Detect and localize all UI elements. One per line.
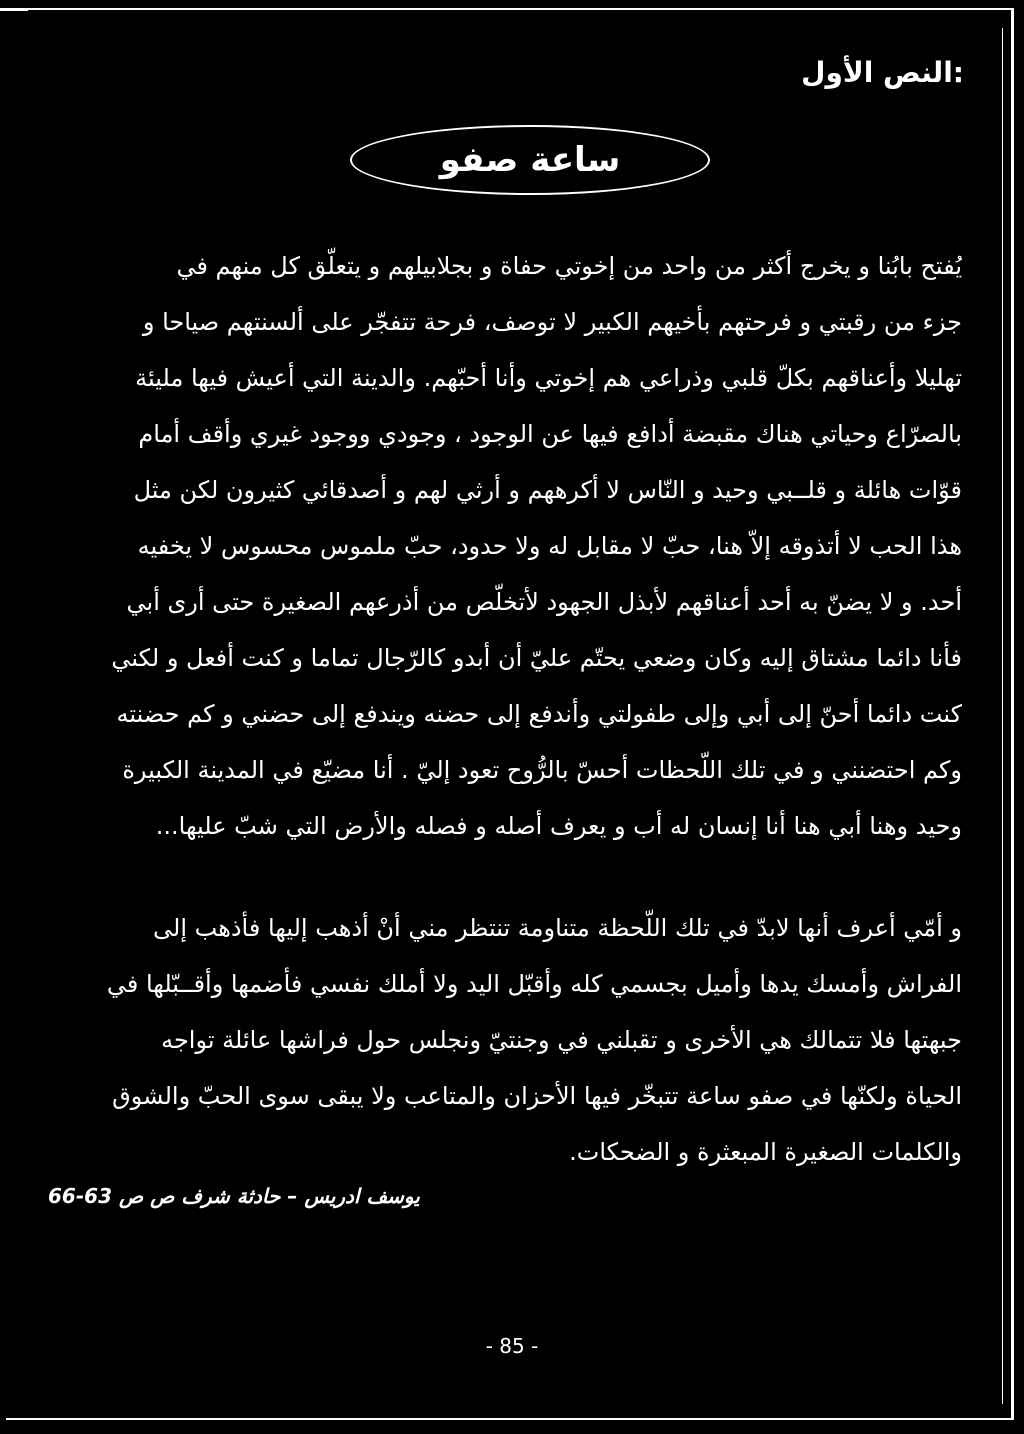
source-citation: يوسف ادريس – حادثة شرف ص ص 63-66 [48,1184,420,1208]
paragraph-line: وكم احتضنني و في تلك اللّحظات أحسّ بالرُّوح تعود إليّ . أنا مضيّع في المدينة الكبيرة [122,756,962,784]
paragraph-line: تهليلا وأعناقهم بكلّ قلبي وذراعي هم إخوتي وأنا أحبّهم. والدينة التي أعيش فيها مليئة [135,364,962,392]
title-ellipse [350,125,710,195]
paragraph-line: أحد. و لا يضنّ به أحد أعناقهم لأبذل الجهود لأتخلّص من أذرعهم الصغيرة حتى أرى أبي [126,588,962,616]
paragraph-line: و أمّي أعرف أنها لابدّ في تلك اللّحظة متناومة تنتظر مني أنْ أذهب إليها فأذهب إلى [153,914,962,942]
paragraph-line: وحيد وهنا أبي هنا أنا إنسان له أب و يعرف أصله و فصله والأرض التي شبّ عليها... [155,812,962,840]
paragraph-line: بالصرّاع وحياتي هناك مقبضة أدافع فيها عن الوجود ، وجودي ووجود غيري وأقف أمام [138,420,962,448]
paragraph-1 [56,238,962,854]
page-frame-inner-line [1002,28,1003,1404]
paragraph-line: يُفتح بابُنا و يخرج أكثر من واحد من إخوتي حفاة و بجلابيلهم و يتعلّق كل منهم في [176,252,962,280]
paragraph-line: جبهتها فلا تتمالك هي الأخرى و تقبلني في وجنتيّ ونجلس حول فراشها عائلة تواجه [161,1026,962,1054]
paragraph-line: الحياة ولكنّها في صفو ساعة تتبخّر فيها الأحزان والمتاعب ولا يبقى سوى الحبّ والشوق [112,1082,962,1110]
text-title: ساعة صفو [439,140,621,180]
paragraph-line: والكلمات الصغيرة المبعثرة و الضحكات. [569,1138,962,1166]
paragraph-line: جزء من رقبتي و فرحتهم بأخيهم الكبير لا توصف، فرحة تتفجّر على ألسنتهم صياحا و [142,308,962,336]
paragraph-line: هذا الحب لا أتذوقه إلاّ هنا، حبّ لا مقابل له ولا حدود، حبّ ملموس محسوس لا يخفيه [137,532,962,560]
page-number: - 85 - [485,1334,539,1358]
paragraph-line: فأنا دائما مشتاق إليه وكان وضعي يحتّم عليّ أن أبدو كالرّجال تماما و كنت أفعل و لكني [111,644,962,672]
paragraph-line: قوّات هائلة و قلــبي وحيد و النّاس لا أكرههم و أرثي لهم و أصدقائي كثيرون لكن مثل [133,476,962,504]
paragraph-line: الفراش وأمسك يدها وأميل بجسمي كله وأقبّل اليد ولا أملك نفسي فأضمها وأقــبّلها في [106,970,962,998]
section-heading: :النص الأول [801,56,964,89]
paragraph-2 [56,900,962,1180]
paragraph-line: كنت دائما أحنّ إلى أبي وإلى طفولتي وأندفع إلى حضنه ويندفع إلى حضني و كم حضنته [116,700,962,728]
